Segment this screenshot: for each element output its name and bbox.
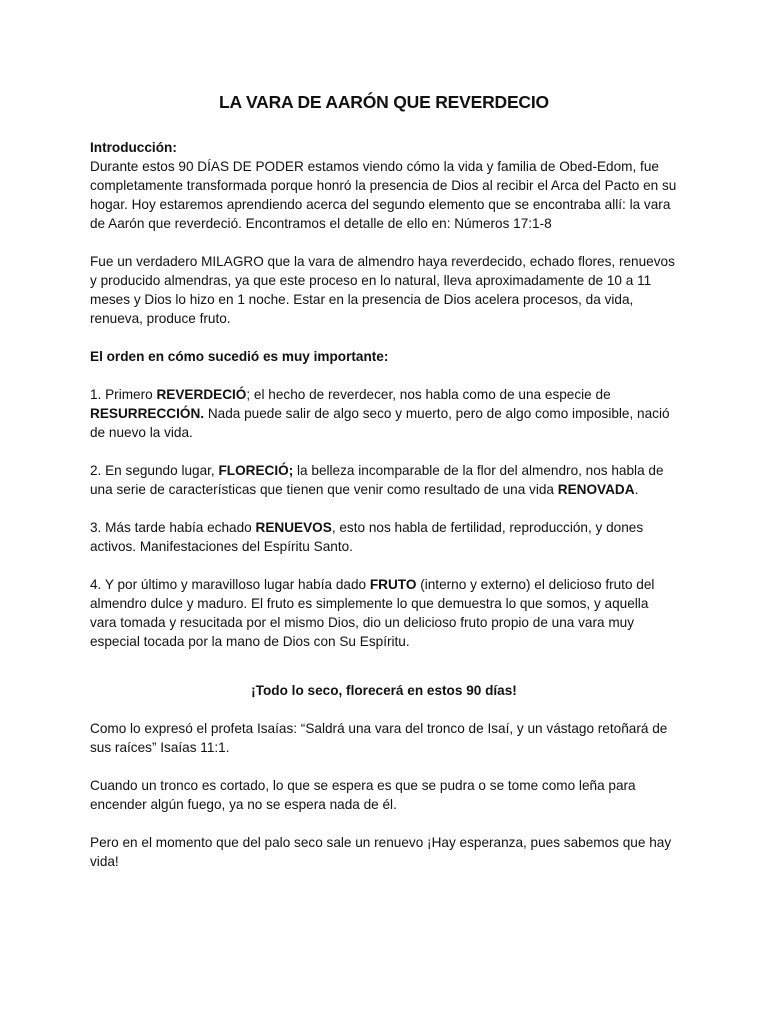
point-text: . [634, 482, 639, 497]
point-text: 3. Más tarde había echado [90, 520, 256, 535]
point-text: la belleza incomparable de la flor del almendro, nos habla de una serie de características que tienen que venir como resultado de una vida [90, 463, 664, 497]
point-4 [90, 575, 678, 651]
milagro-paragraph: Fue un verdadero MILAGRO que la vara de almendro haya reverdecido, echado flores, renuevos y producido almendras, ya que este proceso en lo natural, lleva aproximadamente de 10 a 11 meses y Dios lo hizo en 1 noche. Estar en la presencia de Dios acelera procesos, da vida, renueva, produce fruto. [90, 254, 675, 326]
point-text: 4. Y por último y maravilloso lugar había dado [90, 577, 370, 592]
intro-heading: Introducción: [90, 140, 177, 155]
point-emphasis: FLORECIÓ; [218, 463, 294, 478]
document-title: LA VARA DE AARÓN QUE REVERDECIO [219, 92, 549, 112]
point-text: (interno y externo) el delicioso fruto del almendro dulce y maduro. El fruto es simplemente lo que demuestra lo que somos, y aquella vara tomada y resucitada por el mismo Dios, dio un delicioso fruto propio de una vara muy especial tocada por la mano de Dios con Su Espíritu. [90, 577, 655, 649]
point-emphasis: RESURRECCIÓN. [90, 406, 205, 421]
point-text: ; el hecho de reverdecer, nos habla como de una especie de [246, 387, 611, 402]
point-emphasis: REVERDECIÓ [156, 387, 247, 402]
document-page [90, 92, 678, 890]
point-emphasis: RENUEVOS [255, 520, 332, 535]
point-2 [90, 461, 678, 499]
exclamation-line: ¡Todo lo seco, florecerá en estos 90 días! [251, 683, 517, 698]
point-text: 1. Primero [90, 387, 157, 402]
point-1 [90, 385, 678, 442]
point-text: , esto nos habla de fertilidad, reproducción, y dones activos. Manifestaciones del Espíritu Santo. [90, 520, 644, 554]
intro-paragraph [90, 138, 678, 233]
orden-heading: El orden en cómo sucedió es muy importante: [90, 349, 389, 364]
point-emphasis: FRUTO [369, 577, 417, 592]
isaias-paragraph: Como lo expresó el profeta Isaías: “Saldrá una vara del tronco de Isaí, y un vástago retoñará de sus raíces” Isaías 11:1. [90, 721, 668, 755]
point-3 [90, 518, 678, 556]
intro-text: Durante estos 90 DÍAS DE PODER estamos viendo cómo la vida y familia de Obed-Edom, fue completamente transformada porque honró la presencia de Dios al recibir el Arca del Pacto en su hogar. Hoy estaremos aprendiendo acerca del segundo elemento que se encontraba allí: la vara de Aarón que reverdeció. Encontramos el detalle de ello en: Números 17:1-8 [90, 159, 677, 231]
esperanza-paragraph: Pero en el momento que del palo seco sale un renuevo ¡Hay esperanza, pues sabemos que hay vida! [90, 835, 672, 869]
point-text: 2. En segundo lugar, [90, 463, 219, 478]
point-emphasis: RENOVADA [557, 482, 635, 497]
tronco-paragraph: Cuando un tronco es cortado, lo que se espera es que se pudra o se tome como leña para encender algún fuego, ya no se espera nada de él. [90, 778, 636, 812]
point-text: Nada puede salir de algo seco y muerto, pero de algo como imposible, nació de nuevo la vida. [90, 406, 670, 440]
